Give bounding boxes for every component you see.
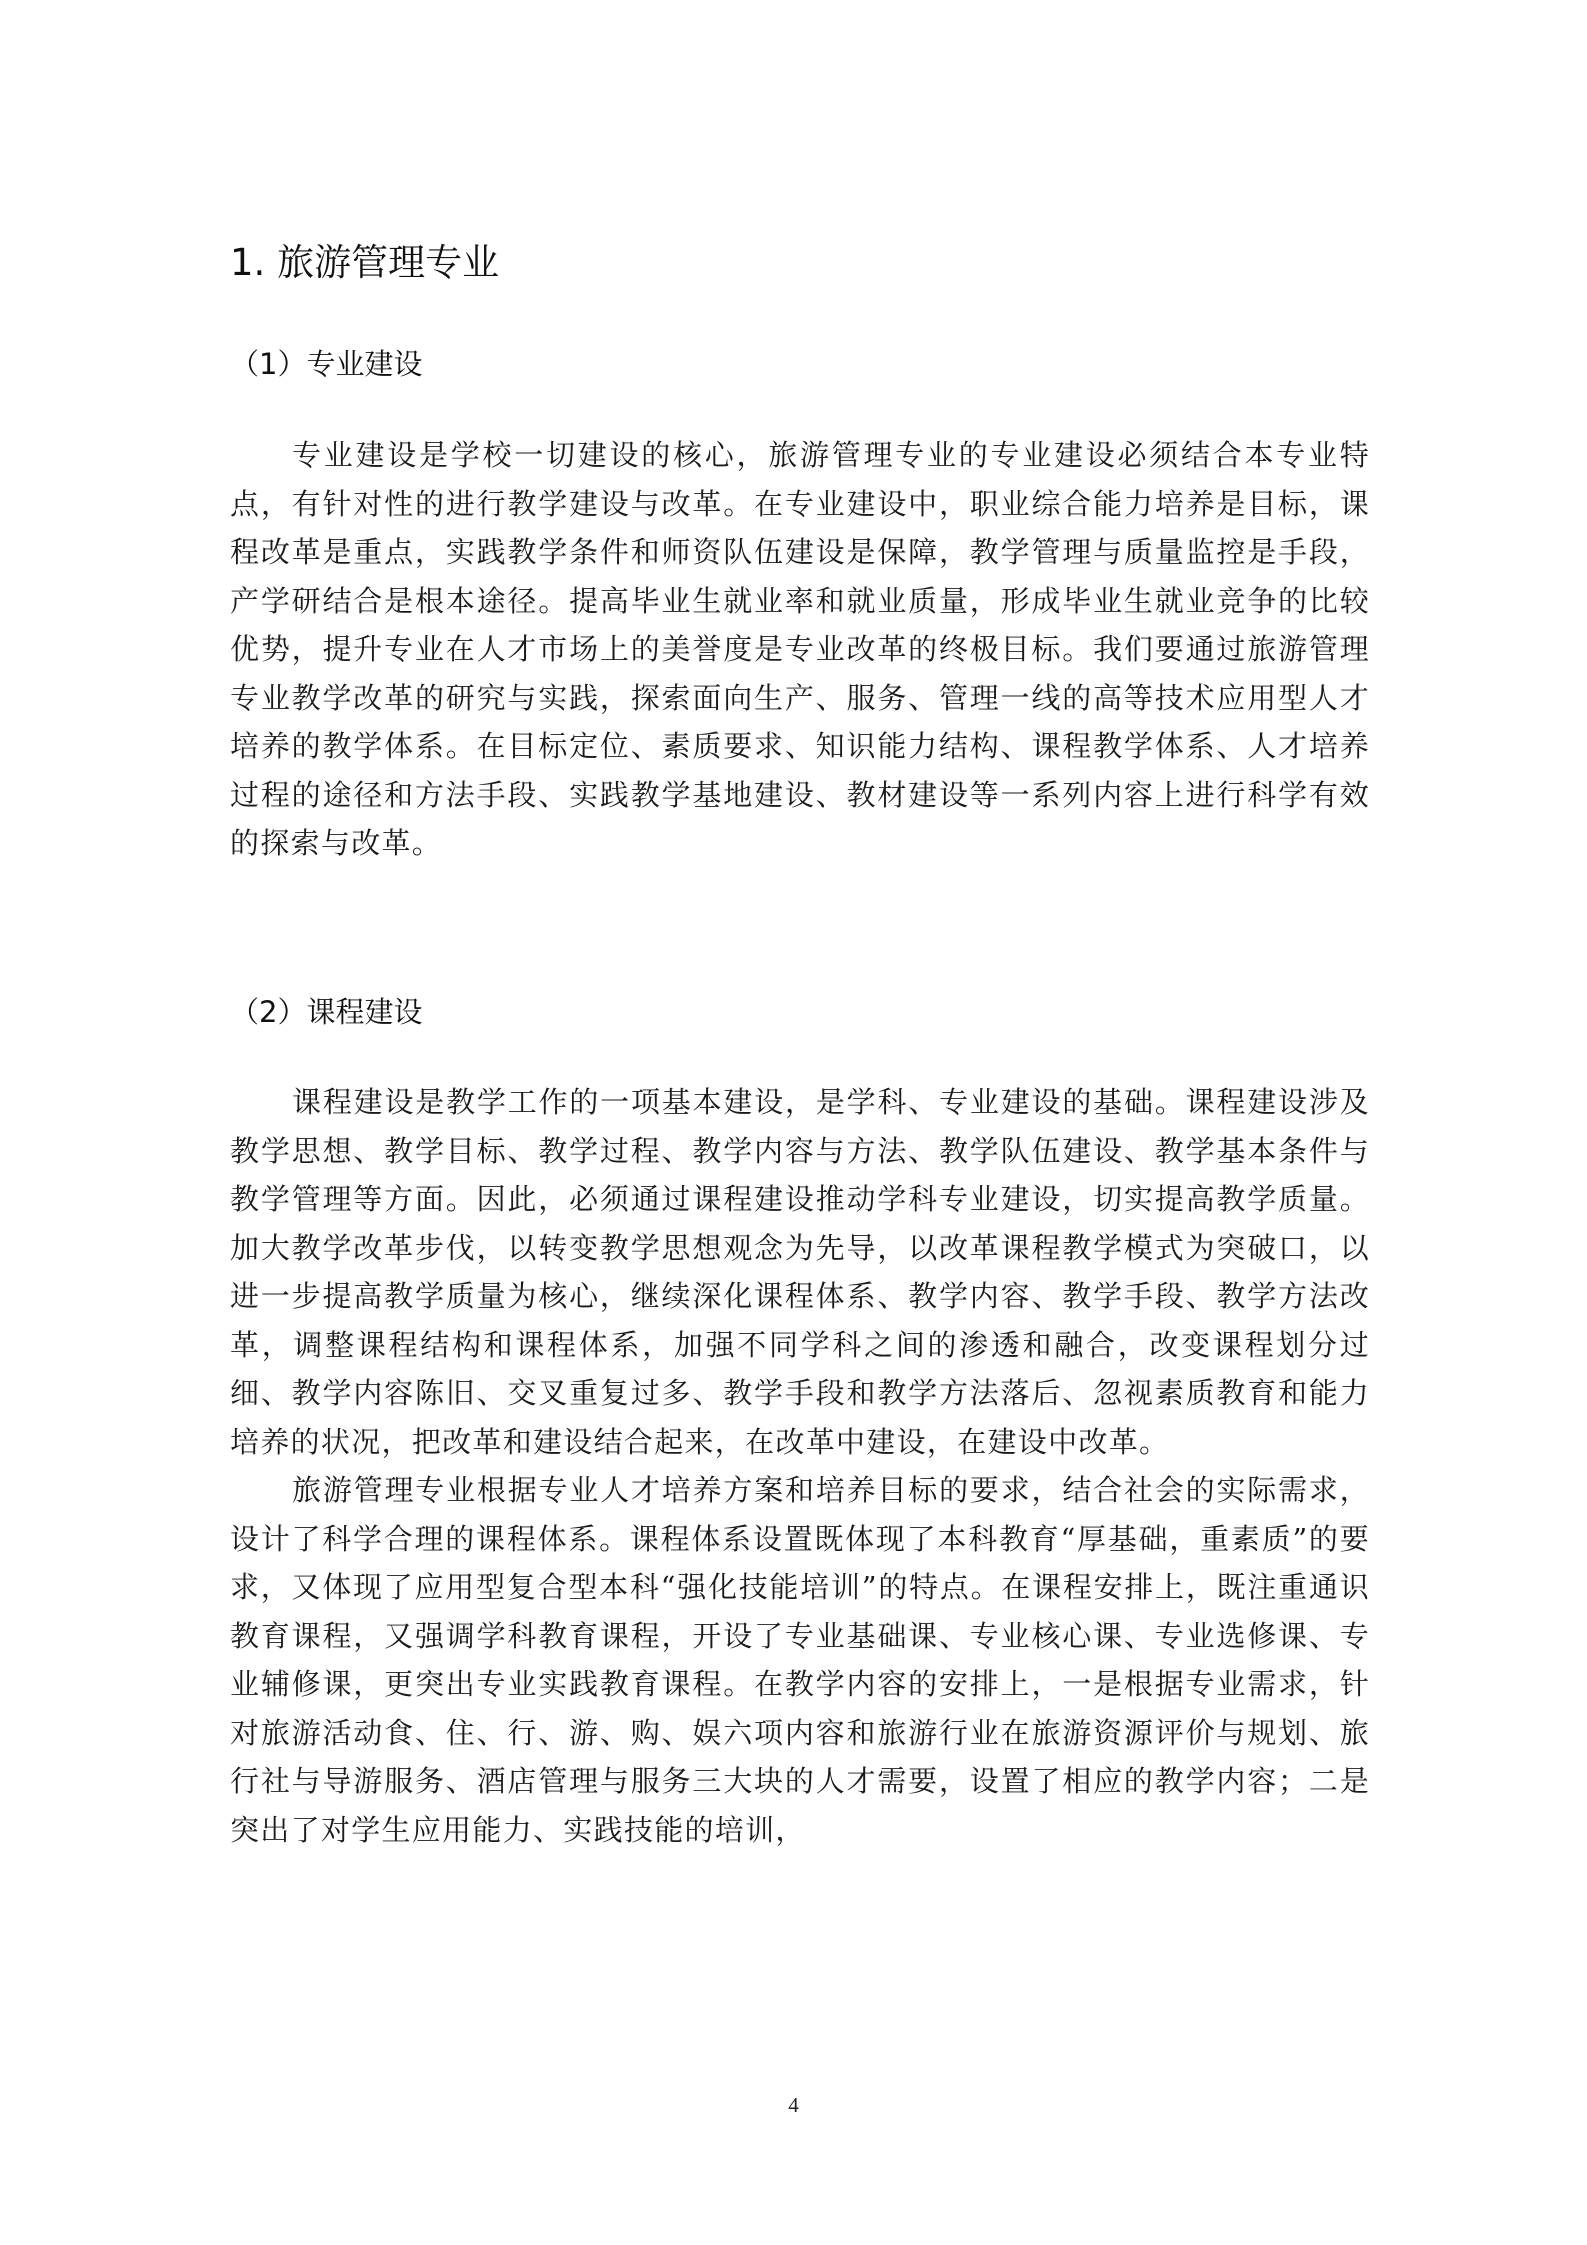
subsection-heading-1: （1）专业建设	[230, 347, 423, 381]
page-number: 4	[788, 2093, 799, 2117]
subsection-body-1	[230, 431, 1370, 868]
subsection-body-2	[230, 1078, 1370, 1854]
subsection-heading-2: （2）课程建设	[230, 995, 423, 1029]
paragraph: 专业建设是学校一切建设的核心，旅游管理专业的专业建设必须结合本专业特点，有针对性的进行教学建设与改革。在专业建设中，职业综合能力培养是目标，课程改革是重点，实践教学条件和师资队伍建设是保障，教学管理与质量监控是手段，产学研结合是根本途径。提高毕业生就业率和就业质量，形成毕业生就业竞争的比较优势，提升专业在人才市场上的美誉度是专业改革的终极目标。我们要通过旅游管理专业教学改革的研究与实践，探索面向生产、服务、管理一线的高等技术应用型人才培养的教学体系。在目标定位、素质要求、知识能力结构、课程教学体系、人才培养过程的途径和方法手段、实践教学基地建设、教材建设等一系列内容上进行科学有效的探索与改革。	[230, 438, 1370, 860]
paragraph: 旅游管理专业根据专业人才培养方案和培养目标的要求，结合社会的实际需求，设计了科学合理的课程体系。课程体系设置既体现了本科教育“厚基础，重素质”的要求，又体现了应用型复合型本科“强化技能培训”的特点。在课程安排上，既注重通识教育课程，又强调学科教育课程，开设了专业基础课、专业核心课、专业选修课、专业辅修课，更突出专业实践教育课程。在教学内容的安排上，一是根据专业需求，针对旅游活动食、住、行、游、购、娱六项内容和旅游行业在旅游资源评价与规划、旅行社与导游服务、酒店管理与服务三大块的人才需要，设置了相应的教学内容；二是突出了对学生应用能力、实践技能的培训，	[230, 1473, 1370, 1847]
section-title: 1. 旅游管理专业	[230, 241, 500, 284]
paragraph: 课程建设是教学工作的一项基本建设，是学科、专业建设的基础。课程建设涉及教学思想、教学目标、教学过程、教学内容与方法、教学队伍建设、教学基本条件与教学管理等方面。因此，必须通过课程建设推动学科专业建设，切实提高教学质量。加大教学改革步伐，以转变教学思想观念为先导，以改革课程教学模式为突破口，以进一步提高教学质量为核心，继续深化课程体系、教学内容、教学手段、教学方法改革，调整课程结构和课程体系，加强不同学科之间的渗透和融合，改变课程划分过细、教学内容陈旧、交叉重复过多、教学手段和教学方法落后、忽视素质教育和能力培养的状况，把改革和建设结合起来，在改革中建设，在建设中改革。	[230, 1085, 1370, 1459]
